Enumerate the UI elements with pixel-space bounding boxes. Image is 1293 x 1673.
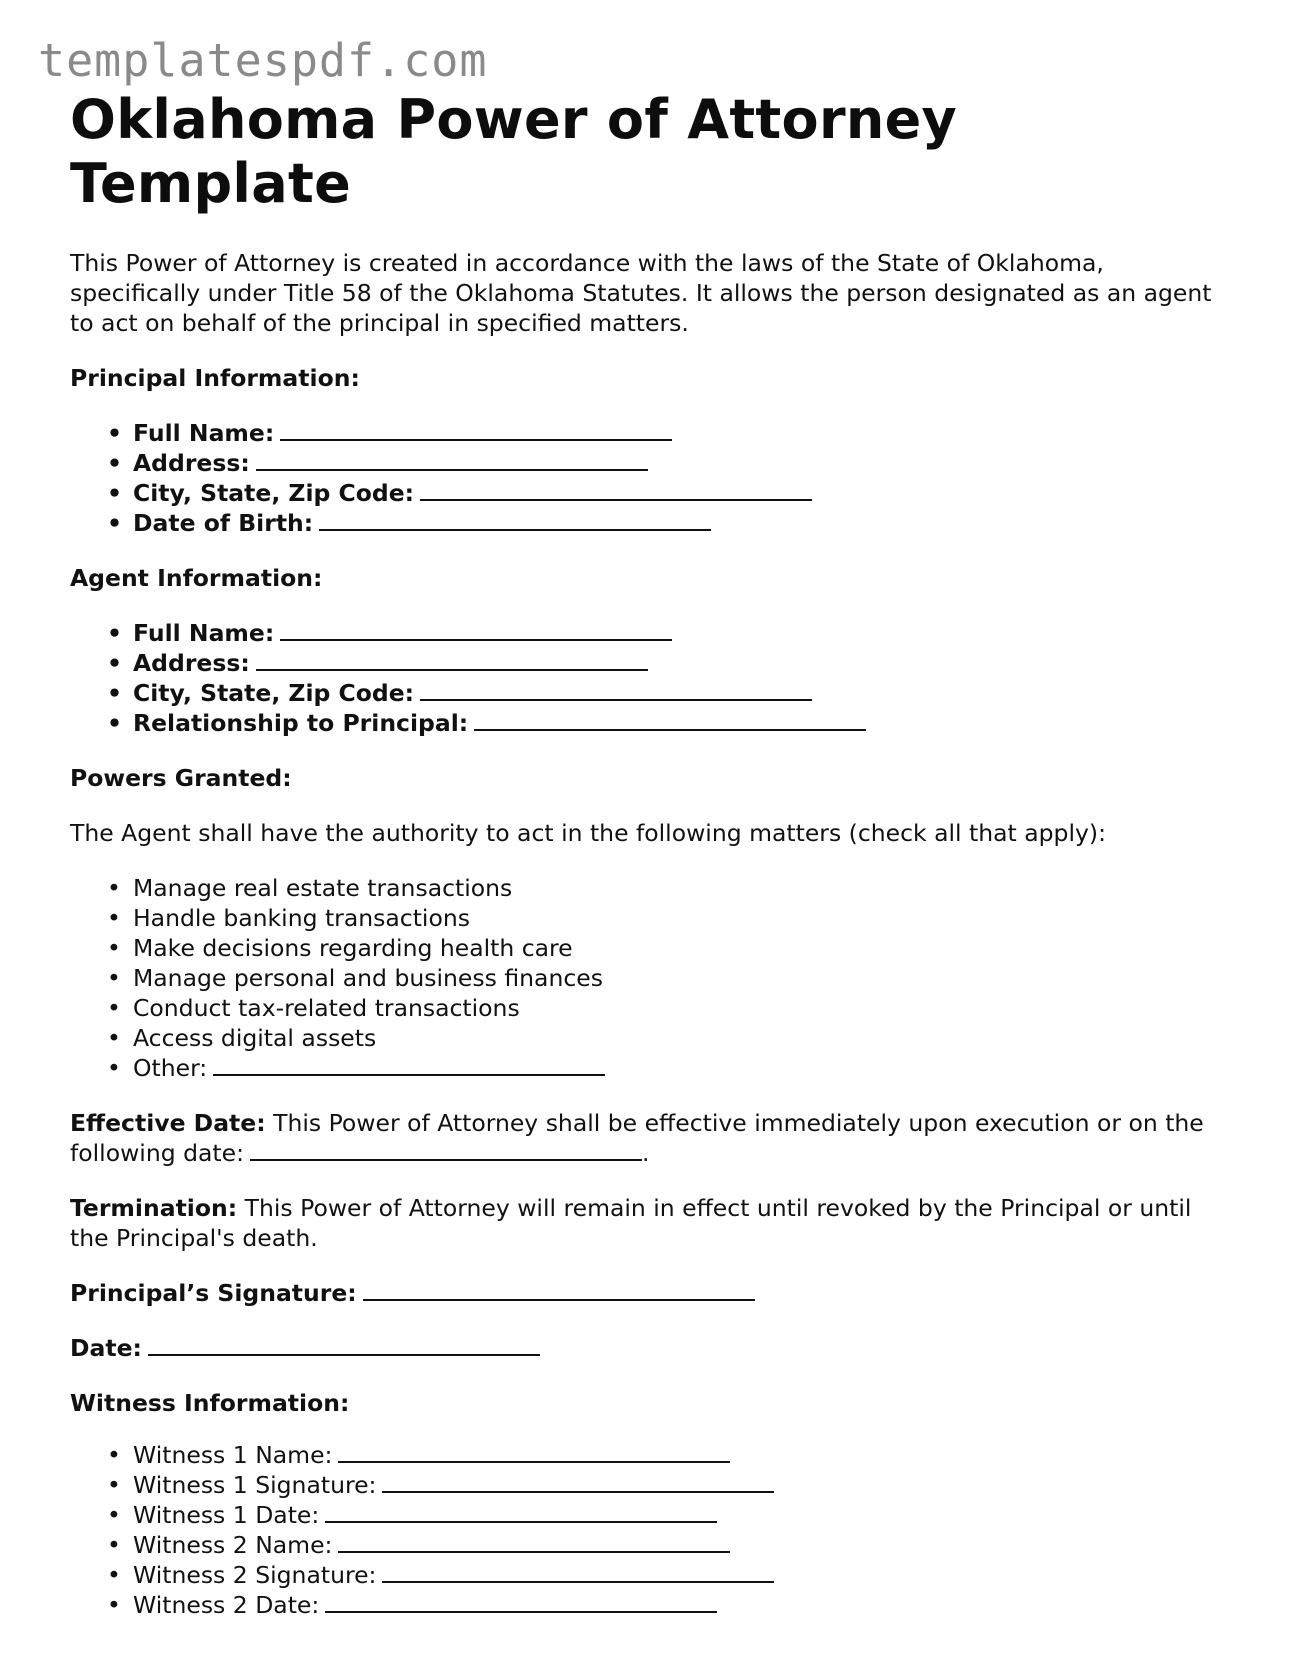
powers-list [70, 873, 1230, 1083]
bullet-icon: • [107, 509, 123, 537]
document-title: Oklahoma Power of Attorney Template [70, 88, 958, 215]
power-item: • Make decisions regarding health care [107, 934, 573, 962]
agent-address-field: • Address: [133, 648, 1230, 678]
power-item: • Manage personal and business finances [107, 964, 603, 992]
bullet-icon: • [107, 1561, 121, 1589]
effective-date-text: This Power of Attorney shall be effective immediately upon execution or on the following date: [70, 1109, 1204, 1167]
principal-heading: Principal Information: [70, 364, 360, 392]
termination-text: This Power of Attorney will remain in effect until revoked by the Principal or until the Principal's death. [70, 1194, 1192, 1252]
power-item-other: • Other: [133, 1053, 1230, 1083]
witness-fields [70, 1440, 1230, 1620]
bullet-icon: • [107, 479, 123, 507]
blank-line[interactable] [213, 1056, 605, 1076]
witness-field: • Witness 2 Signature: [133, 1560, 1230, 1590]
bullet-icon: • [107, 1024, 121, 1052]
powers-intro: The Agent shall have the authority to act in the following matters (check all that apply): [70, 819, 1106, 847]
blank-line[interactable] [420, 681, 812, 701]
principal-city-state-zip-field: • City, State, Zip Code: [133, 478, 1230, 508]
intro-paragraph: This Power of Attorney is created in accordance with the laws of the State of Oklahoma, specifically under Title 58 of the Oklahoma Statutes. It allows the person designated as an agent to act on behalf of the principal in specified matters. [70, 249, 1212, 337]
bullet-icon: • [107, 1501, 121, 1529]
bullet-icon: • [107, 709, 123, 737]
bullet-icon: • [107, 964, 121, 992]
blank-line[interactable] [325, 1503, 717, 1523]
power-item: • Handle banking transactions [107, 904, 470, 932]
bullet-icon: • [107, 1441, 121, 1469]
bullet-icon: • [107, 994, 121, 1022]
bullet-icon: • [107, 649, 123, 677]
watermark: templatespdf.com [38, 34, 488, 87]
principal-full-name-field: • Full Name: [133, 418, 1230, 448]
blank-line[interactable] [256, 651, 648, 671]
witness-field: • Witness 2 Date: [133, 1590, 1230, 1620]
witness-field: • Witness 1 Signature: [133, 1470, 1230, 1500]
bullet-icon: • [107, 1471, 121, 1499]
bullet-icon: • [107, 1531, 121, 1559]
power-item: • Manage real estate transactions [107, 874, 513, 902]
blank-line[interactable] [325, 1593, 717, 1613]
signature-date-line: Date: [70, 1333, 1230, 1363]
blank-line[interactable] [363, 1281, 755, 1301]
agent-full-name-field: • Full Name: [133, 618, 1230, 648]
witness-heading: Witness Information: [70, 1389, 350, 1417]
blank-line[interactable] [250, 1141, 642, 1161]
powers-heading: Powers Granted: [70, 764, 292, 792]
document-page [70, 88, 1230, 1620]
bullet-icon: • [107, 1054, 121, 1082]
blank-line[interactable] [280, 421, 672, 441]
blank-line[interactable] [338, 1443, 730, 1463]
bullet-icon: • [107, 904, 121, 932]
principal-signature-line: Principal’s Signature: [70, 1278, 1230, 1308]
power-item: • Access digital assets [107, 1024, 377, 1052]
agent-fields [70, 618, 1230, 738]
blank-line[interactable] [420, 481, 812, 501]
principal-fields [70, 418, 1230, 538]
principal-address-field: • Address: [133, 448, 1230, 478]
bullet-icon: • [107, 679, 123, 707]
agent-heading: Agent Information: [70, 564, 323, 592]
blank-line[interactable] [338, 1533, 730, 1553]
blank-line[interactable] [382, 1563, 774, 1583]
effective-date-label: Effective Date: [70, 1109, 266, 1137]
bullet-icon: • [107, 1591, 121, 1619]
blank-line[interactable] [382, 1473, 774, 1493]
termination-label: Termination: [70, 1194, 238, 1222]
blank-line[interactable] [148, 1336, 540, 1356]
blank-line[interactable] [474, 711, 866, 731]
bullet-icon: • [107, 934, 121, 962]
blank-line[interactable] [256, 451, 648, 471]
witness-field: • Witness 2 Name: [133, 1530, 1230, 1560]
witness-field: • Witness 1 Date: [133, 1500, 1230, 1530]
witness-field: • Witness 1 Name: [133, 1440, 1230, 1470]
agent-city-state-zip-field: • City, State, Zip Code: [133, 678, 1230, 708]
power-item: • Conduct tax-related transactions [107, 994, 520, 1022]
bullet-icon: • [107, 449, 123, 477]
bullet-icon: • [107, 874, 121, 902]
blank-line[interactable] [280, 621, 672, 641]
termination-paragraph [70, 1193, 1230, 1253]
principal-date-of-birth-field: • Date of Birth: [133, 508, 1230, 538]
blank-line[interactable] [319, 511, 711, 531]
agent-relationship-field: • Relationship to Principal: [133, 708, 1230, 738]
bullet-icon: • [107, 419, 123, 447]
effective-date-paragraph: Effective Date: This Power of Attorney shall be effective immediately upon execution or on the following date: . [70, 1109, 1204, 1167]
bullet-icon: • [107, 619, 123, 647]
